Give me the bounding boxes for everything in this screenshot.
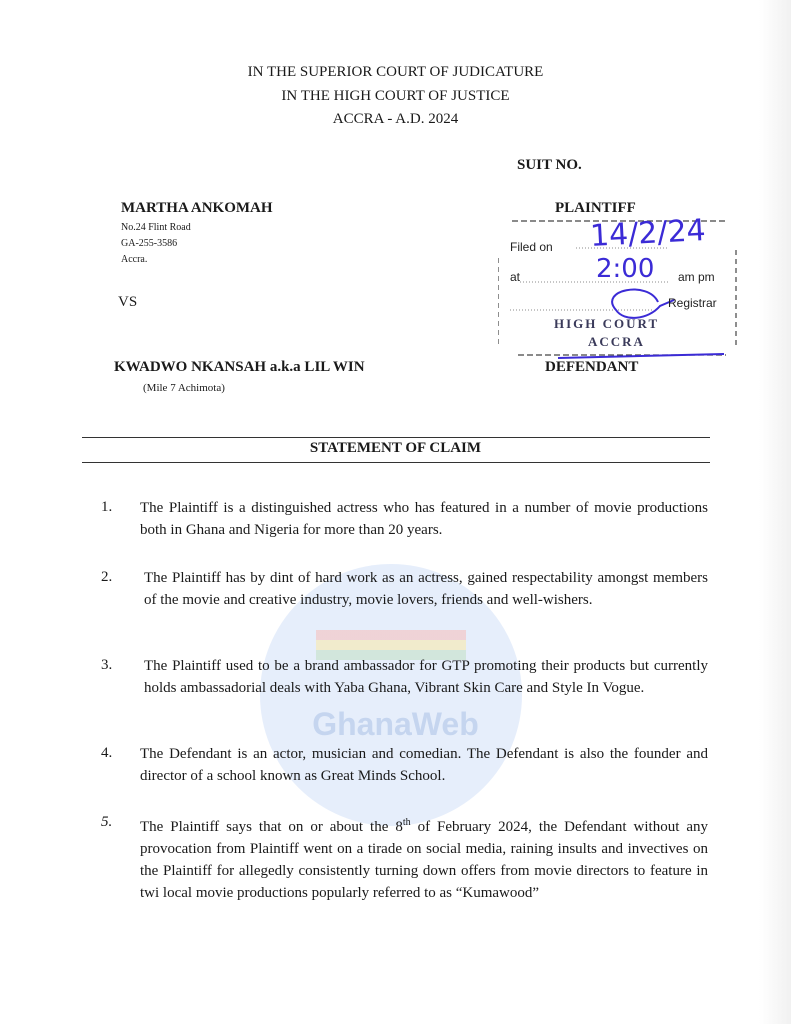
paragraph-number: 1. — [101, 499, 113, 515]
watermark-logo: GhanaWeb — [312, 706, 479, 742]
paragraph-number: 5. — [101, 814, 113, 830]
court-header-line1: IN THE SUPERIOR COURT OF JUDICATURE — [247, 64, 544, 80]
suit-number-label: SUIT NO. — [517, 157, 582, 173]
heading-rule-top — [82, 437, 710, 438]
stamp-handwritten-time: 2:00 — [596, 254, 655, 284]
paragraph-text-part: of February 2024, the Defendant without any provocation from Plaintiff went on a tirade on social media, raining insults and invectives on the Plaintiff for allegedly consistently turning down offers from movie directors to feature in twi local movie productions popularly referred to as “Kumawood” — [140, 819, 708, 901]
plaintiff-address-line: No.24 Flint Road — [121, 222, 191, 233]
filing-stamp — [498, 210, 738, 360]
stamp-filed-label: Filed on — [510, 240, 553, 254]
paragraph-number: 2. — [101, 569, 113, 585]
stamp-court-location: ACCRA — [588, 334, 645, 349]
defendant-address: (Mile 7 Achimota) — [143, 382, 225, 394]
stamp-at-label: at — [510, 270, 521, 284]
versus-label: VS — [118, 294, 138, 310]
paragraph-number: 4. — [101, 745, 113, 761]
plaintiff-address-line: GA-255-3586 — [121, 238, 178, 249]
stamp-handwritten-date: 14/2/24 — [589, 212, 707, 255]
paragraph-text: The Plaintiff has by dint of hard work as an actress, gained respectability amongst members of the movie and creative industry, movie lovers, friends and well-wishers. — [144, 570, 708, 608]
court-header-line3: ACCRA - A.D. 2024 — [332, 111, 459, 127]
section-title: STATEMENT OF CLAIM — [309, 440, 482, 456]
stamp-registrar-label: Registrar — [668, 296, 717, 310]
court-header-line2: IN THE HIGH COURT OF JUSTICE — [281, 88, 510, 104]
paragraph-text-part: The Plaintiff says that on or about the 8 — [140, 819, 403, 835]
defendant-role: DEFENDANT — [545, 359, 639, 375]
defendant-name: KWADWO NKANSAH a.k.a LIL WIN — [114, 359, 365, 375]
ordinal-suffix: th — [402, 817, 411, 828]
stamp-period: am pm — [678, 270, 715, 284]
plaintiff-name: MARTHA ANKOMAH — [121, 200, 273, 216]
paragraph-text: The Plaintiff is a distinguished actress who has featured in a number of movie productions both in Ghana and Nigeria for more than 20 years. — [140, 500, 708, 538]
plaintiff-role: PLAINTIFF — [555, 200, 636, 216]
heading-rule-bottom — [82, 462, 710, 463]
paragraph-text — [140, 812, 708, 904]
page-edge-shadow — [759, 0, 791, 1024]
paragraph-text: The Defendant is an actor, musician and comedian. The Defendant is also the founder and director of a school known as Great Minds School. — [140, 746, 708, 784]
stamp-court-name: HIGH COURT — [554, 316, 660, 331]
paragraph-text: The Plaintiff used to be a brand ambassador for GTP promoting their products but currently holds ambassadorial deals with Yaba Ghana, Vibrant Skin Care and Style In Vogue. — [144, 658, 708, 696]
plaintiff-address-line: Accra. — [121, 254, 148, 265]
paragraph-number: 3. — [101, 657, 113, 673]
